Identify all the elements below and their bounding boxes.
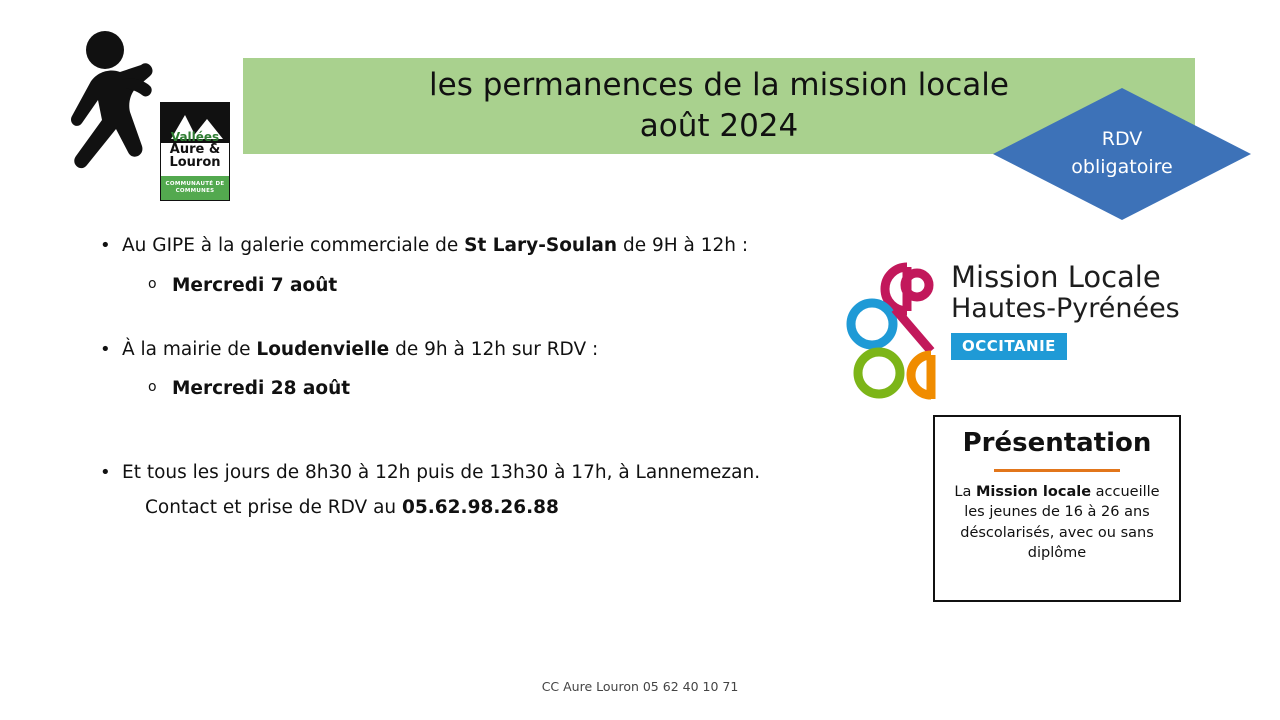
mission-locale-line1: Mission Locale xyxy=(951,260,1161,294)
presentation-body-strong: Mission locale xyxy=(975,483,1092,500)
rdv-badge-text xyxy=(993,88,1251,220)
list-item xyxy=(100,232,860,260)
contact-text: Contact et prise de RDV au xyxy=(145,496,403,518)
page-title-line2: août 2024 xyxy=(639,108,799,144)
list-item-text xyxy=(122,232,860,260)
mission-locale-mark-icon xyxy=(845,251,945,411)
contact-phone: 05.62.98.26.88 xyxy=(402,496,559,518)
bullet-prefix: À la mairie de xyxy=(122,338,257,360)
presentation-card xyxy=(933,415,1181,602)
spacer xyxy=(100,403,860,459)
page-title-line1: les permanences de la mission locale xyxy=(429,67,1009,104)
cc-louron-label: Louron xyxy=(169,155,221,170)
sub-bullet-icon: o xyxy=(148,275,157,292)
divider xyxy=(994,469,1119,472)
list-item-text: Et tous les jours de 8h30 à 12h puis de 13h30 à 17h, à Lannemezan. xyxy=(122,462,761,483)
list-item xyxy=(100,459,860,487)
cc-logo-text xyxy=(161,131,229,169)
list-sub-item xyxy=(148,272,860,300)
presentation-title: Présentation xyxy=(962,428,1152,458)
cc-communaute-label: COMMUNAUTÉ DE COMMUNES xyxy=(161,176,229,200)
cc-aure-label: Aure & xyxy=(169,142,221,157)
contact-line xyxy=(145,497,860,518)
bullet-icon: • xyxy=(100,462,111,483)
list-sub-item xyxy=(148,375,860,403)
presentation-body-pre: La xyxy=(954,483,976,500)
bullet-suffix: de 9h à 12h sur RDV : xyxy=(389,338,599,360)
cc-aure-louron-logo xyxy=(160,102,230,201)
bullet-icon: • xyxy=(100,338,111,360)
list-item-text xyxy=(122,336,860,364)
presentation-body-post: accueille les jeunes de 16 à 26 ans déscolarisés, avec ou sans diplôme xyxy=(960,483,1160,562)
mission-locale-text xyxy=(951,261,1180,360)
spacer xyxy=(100,300,860,336)
bullet-icon: • xyxy=(100,235,111,256)
sub-bullet-icon: o xyxy=(148,379,157,396)
permanences-list xyxy=(100,232,860,518)
rdv-line1: RDV xyxy=(1101,128,1143,151)
occitanie-badge: OCCITANIE xyxy=(951,333,1067,360)
bullet-strong: St Lary-Soulan xyxy=(464,235,618,256)
mission-locale-logo xyxy=(845,243,1185,408)
bullet-suffix: de 9H à 12h : xyxy=(617,235,749,256)
rdv-obligatoire-badge xyxy=(993,88,1251,220)
rdv-line2: obligatoire xyxy=(1071,156,1173,178)
footer-text: CC Aure Louron 05 62 40 10 71 xyxy=(541,679,739,694)
presentation-body xyxy=(949,482,1165,564)
bullet-prefix: Au GIPE à la galerie commerciale de xyxy=(122,235,465,256)
mission-locale-line2: Hautes-Pyrénées xyxy=(951,293,1180,325)
cc-vallees-label: Vallées xyxy=(170,130,220,144)
bullet-strong: Loudenvielle xyxy=(256,338,390,360)
sub-item-text: Mercredi 7 août xyxy=(172,274,338,296)
sub-item-text: Mercredi 28 août xyxy=(172,378,351,400)
list-item xyxy=(100,336,860,364)
